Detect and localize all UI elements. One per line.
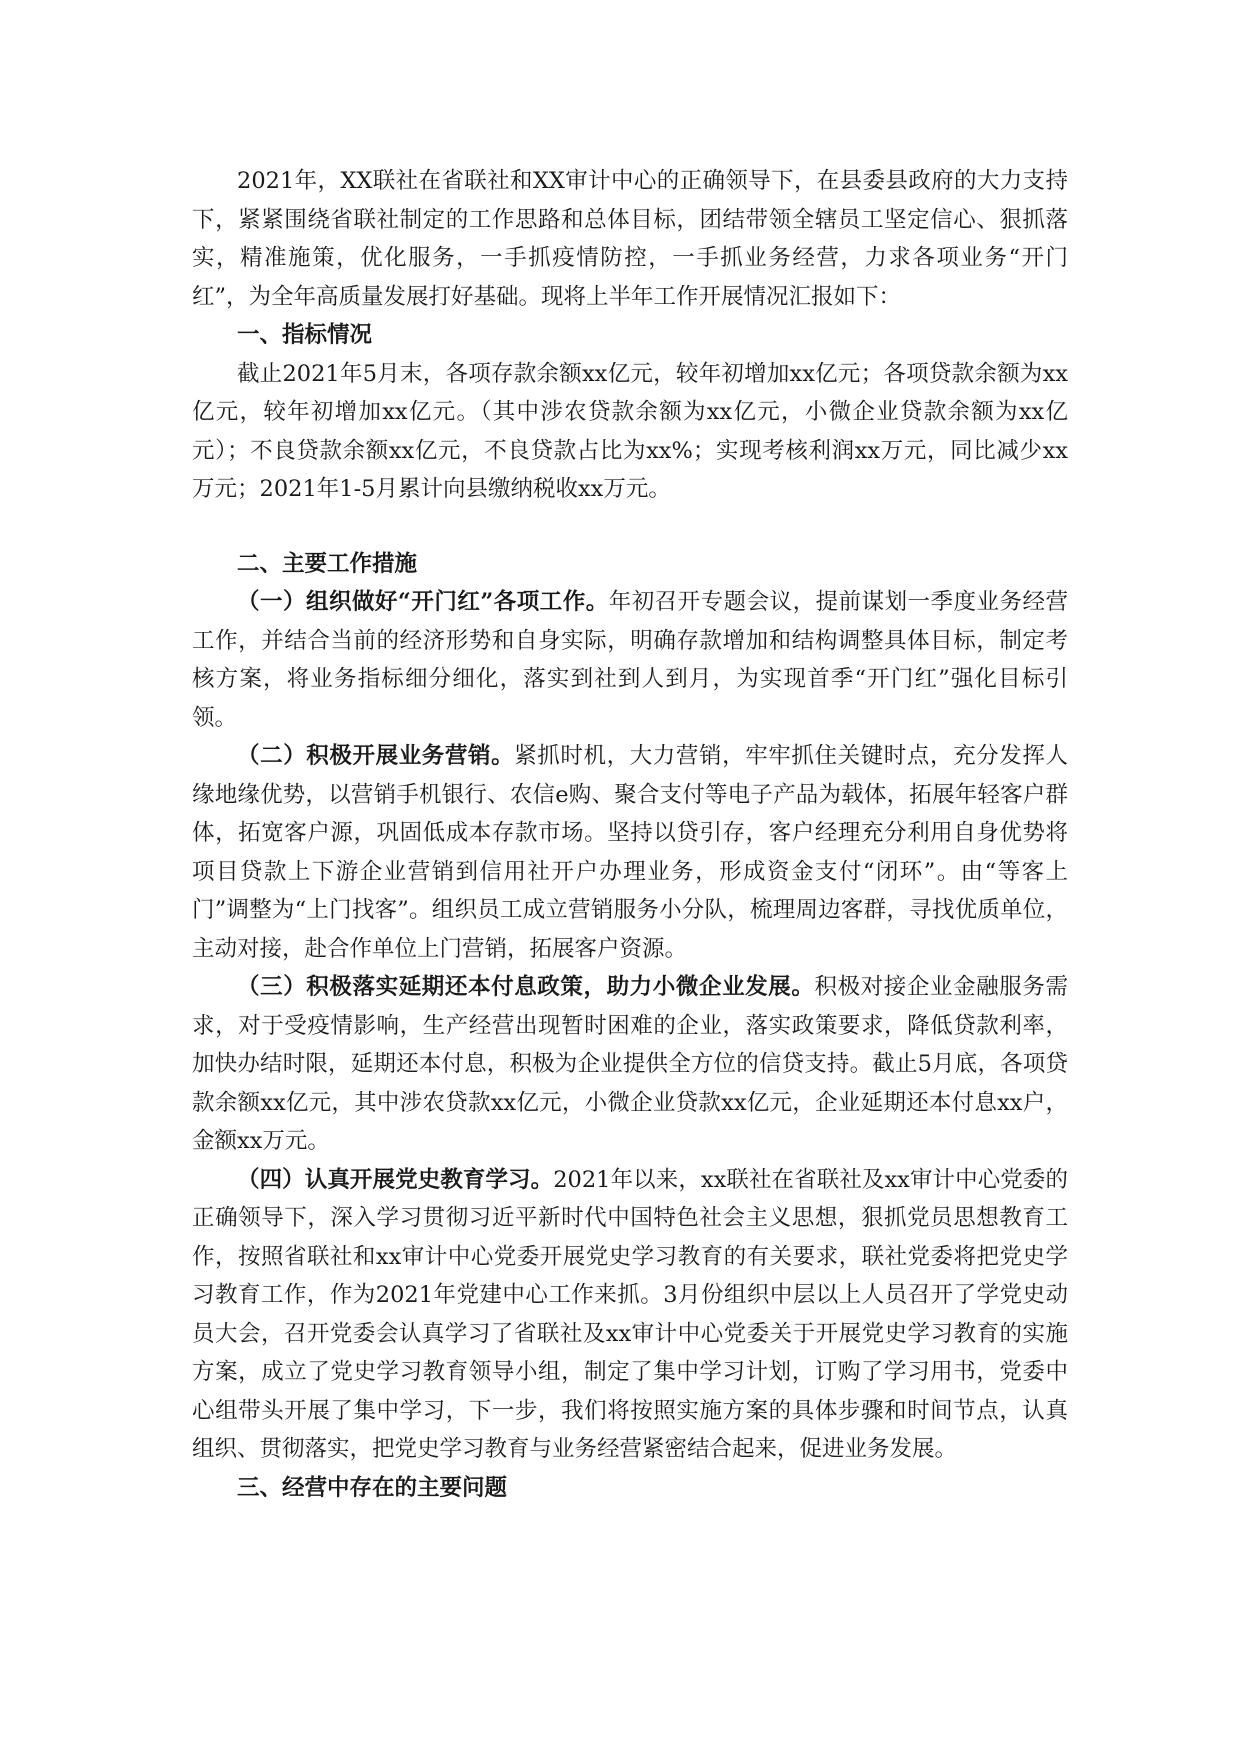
- measure-item-2-title: （二）积极开展业务营销。: [237, 743, 515, 769]
- intro-paragraph: 2021年，XX联社在省联社和XX审计中心的正确领导下，在县委县政府的大力支持下，紧紧围绕省联社制定的工作思路和总体目标，团结带领全辖员工坚定信心、狠抓落实，精准施策，优化服务，一手抓疫情防控，一手抓业务经营，力求各项业务“开门红”，为全年高质量发展打好基础。现将上半年工作开展情况汇报如下：: [192, 168, 1068, 310]
- measure-item-3-text: 积极对接企业金融服务需求，对于受疫情影响，生产经营出现暂时困难的企业，落实政策要求，降低贷款利率，加快办结时限，延期还本付息，积极为企业提供全方位的信贷支持。截止5月底，各项贷款余额xx亿元，其中涉农贷款xx亿元，小微企业贷款xx亿元，企业延期还本付息xx户，金额xx万元。: [192, 974, 1068, 1154]
- section-heading-indicators: 一、指标情况: [237, 322, 373, 348]
- section-heading-measures: 二、主要工作措施: [237, 550, 418, 577]
- measure-item-1-text: 年初召开专题会议，提前谋划一季度业务经营工作，并结合当前的经济形势和自身实际，明确存款增加和结构调整具体目标，制定考核方案，将业务指标细分细化，落实到社到人到月，为实现首季“开门红”强化目标引领。: [192, 589, 1068, 731]
- document-body: [192, 162, 1068, 1507]
- measure-item-1-title: （一）组织做好“开门红”各项工作。: [237, 589, 609, 615]
- measure-item-2: [192, 737, 1068, 968]
- section-gap: [192, 509, 1068, 545]
- section-heading-problems: 三、经营中存在的主要问题: [237, 1474, 508, 1501]
- indicators-paragraph: 截止2021年5月末，各项存款余额xx亿元，较年初增加xx亿元；各项贷款余额为xx亿元，较年初增加xx亿元。（其中涉农贷款余额为xx亿元，小微企业贷款余额为xx亿元）；不良贷款余额xx亿元，不良贷款占比为xx%；实现考核利润xx万元，同比减少xx万元；2021年1-5月累计向县缴纳税收xx万元。: [192, 360, 1068, 502]
- measure-item-4: [192, 1161, 1068, 1469]
- measure-item-3: [192, 968, 1068, 1161]
- measure-item-4-title: （四）认真开展党史教育学习。: [237, 1166, 554, 1193]
- measure-item-4-text: 2021年以来，xx联社在省联社及xx审计中心党委的正确领导下，深入学习贯彻习近平新时代中国特色社会主义思想，狠抓党员思想教育工作，按照省联社和xx审计中心党委开展党史学习教育的有关要求，联社党委将把党史学习教育工作，作为2021年党建中心工作来抓。3月份组织中层以上人员召开了学党史动员大会，召开党委会认真学习了省联社及xx审计中心党委关于开展党史学习教育的实施方案，成立了党史学习教育领导小组，制定了集中学习计划，订购了学习用书，党委中心组带头开展了集中学习，下一步，我们将按照实施方案的具体步骤和时间节点，认真组织、贯彻落实，把党史学习教育与业务经营紧密结合起来，促进业务发展。: [192, 1166, 1068, 1462]
- measure-item-2-text: 紧抓时机，大力营销，牢牢抓住关键时点，充分发挥人缘地缘优势，以营销手机银行、农信e购、聚合支付等电子产品为载体，拓展年轻客户群体，拓宽客户源，巩固低成本存款市场。坚持以贷引存，客户经理充分利用自身优势将项目贷款上下游企业营销到信用社开户办理业务，形成资金支付“闭环”。由“等客上门”调整为“上门找客”。组织员工成立营销服务小分队，梳理周边客群，寻找优质单位，主动对接，赴合作单位上门营销，拓展客户资源。: [192, 743, 1068, 962]
- measure-item-1: [192, 583, 1068, 737]
- measure-item-3-title: （三）积极落实延期还本付息政策，助力小微企业发展。: [237, 974, 815, 1000]
